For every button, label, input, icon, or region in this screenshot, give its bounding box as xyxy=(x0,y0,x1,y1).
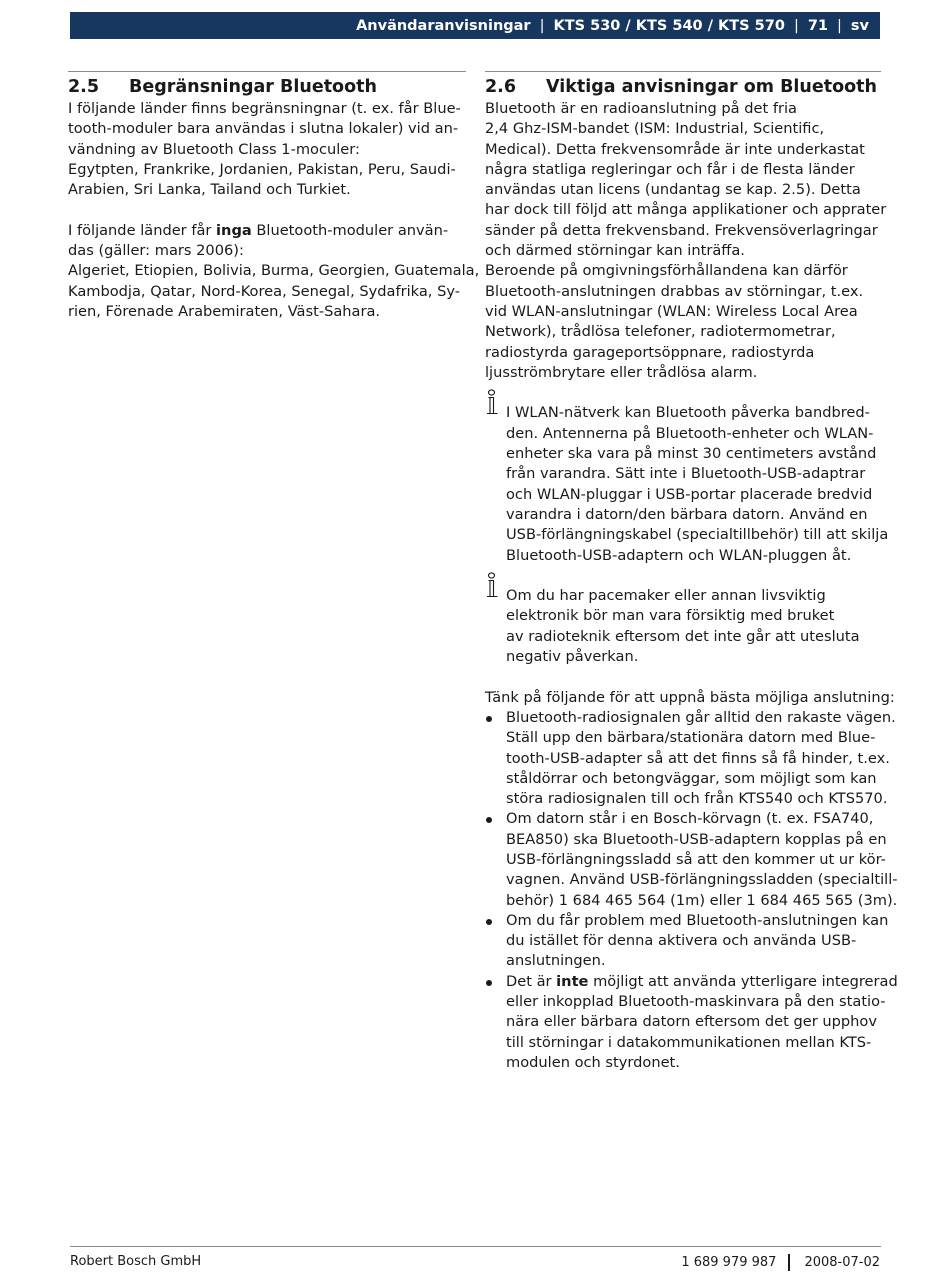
text-line: nära eller bärbara datorn eftersom det ger upphov xyxy=(506,1013,877,1031)
info-note xyxy=(485,403,889,565)
footer-date: 2008-07-02 xyxy=(804,1254,880,1270)
text-line: Beroende på omgivningsförhållandena kan därför xyxy=(485,262,848,280)
text-line: Bluetooth-radiosignalen går alltid den rakaste vägen. xyxy=(506,708,896,726)
text-line: av radioteknik eftersom det inte går att utesluta xyxy=(506,627,860,645)
text-line: BEA850) ska Bluetooth-USB-adaptern kopplas på en xyxy=(506,830,887,848)
section-heading xyxy=(68,75,466,99)
text-line: I WLAN-nätverk kan Bluetooth påverka bandbred- xyxy=(506,404,870,422)
emphasis: inte xyxy=(556,972,589,990)
paragraph xyxy=(485,688,895,708)
text-line: tooth-USB-adapter så att det finns så få hinder, t.ex. xyxy=(506,749,890,767)
list-item xyxy=(485,972,898,1073)
text-line: vid WLAN-anslutningar (WLAN: Wireless Local Area xyxy=(485,302,858,320)
header-separator: | xyxy=(793,17,799,34)
text-line xyxy=(68,221,466,241)
section-number: 2.5 xyxy=(68,77,100,97)
text-line: eller inkopplad Bluetooth-maskinvara på den statio- xyxy=(506,993,886,1011)
section-title: Viktiga anvisningar om Bluetooth xyxy=(546,77,877,97)
text-run: Bluetooth-moduler använ- xyxy=(251,221,449,239)
section-heading xyxy=(485,75,881,99)
text-line: Om du har pacemaker eller annan livsviktig xyxy=(506,587,826,605)
text-line: 2,4 Ghz-ISM-bandet (ISM: Industrial, Scientific, xyxy=(485,120,825,138)
header-product: KTS 530 / KTS 540 / KTS 570 xyxy=(553,17,785,34)
right-column xyxy=(485,71,898,1073)
footer-info xyxy=(681,1254,880,1271)
text-line: Medical). Detta frekvensområde är inte underkastat xyxy=(485,140,865,158)
info-note xyxy=(485,586,881,667)
text-line: Bluetooth-USB-adaptern och WLAN-pluggen åt. xyxy=(506,546,852,564)
text-line: från varandra. Sätt inte i Bluetooth-USB-adaptrar xyxy=(506,465,866,483)
section-rule xyxy=(68,71,466,72)
text-line: och därmed störningar kan inträffa. xyxy=(485,242,745,260)
text-line: Bluetooth-anslutningen drabbas av störningar, t.ex. xyxy=(485,282,864,300)
text-line: vändning av Bluetooth Class 1-moculer: xyxy=(68,140,360,158)
section-rule xyxy=(485,71,881,72)
text-line: enheter ska vara på minst 30 centimeters avstånd xyxy=(506,445,877,463)
text-run: möjligt att använda ytterligare integrerad xyxy=(588,972,898,990)
footer-company: Robert Bosch GmbH xyxy=(70,1254,202,1269)
text-line xyxy=(506,972,898,992)
info-icon xyxy=(485,389,499,417)
emphasis: inga xyxy=(216,221,252,239)
header-language: sv xyxy=(850,17,869,34)
header-separator: | xyxy=(539,17,545,34)
text-line: Ställ upp den bärbara/stationära datorn med Blue- xyxy=(506,729,876,747)
text-line: Network), trådlösa telefoner, radiotermometrar, xyxy=(485,323,836,341)
section-number: 2.6 xyxy=(485,77,517,97)
text-line: varandra i datorn/den bärbara datorn. Använd en xyxy=(506,505,868,523)
list-item xyxy=(485,809,898,910)
paragraph xyxy=(68,221,480,322)
text-line: behör) 1 684 465 564 (1m) eller 1 684 465 565 (3m). xyxy=(506,891,898,909)
info-icon xyxy=(485,572,499,600)
text-line: negativ påverkan. xyxy=(506,648,639,666)
text-line: några statliga regleringar och får i de flesta länder xyxy=(485,160,855,178)
text-line: Egytpten, Frankrike, Jordanien, Pakistan, Peru, Saudi- xyxy=(68,160,456,178)
list-item xyxy=(485,708,896,809)
bullet-list xyxy=(485,708,898,1073)
text-line: Algeriet, Etiopien, Bolivia, Burma, Georgien, Guatemala, xyxy=(68,262,480,280)
text-line: har dock till följd att många applikationer och apprater xyxy=(485,201,887,219)
text-run: I följande länder får xyxy=(68,221,217,239)
text-line: das (gäller: mars 2006): xyxy=(68,242,244,260)
text-line: USB-förlängningskabel (specialtillbehör) till att skilja xyxy=(506,526,889,544)
text-line: till störningar i datakommunikationen mellan KTS- xyxy=(506,1033,872,1051)
text-line: ljusströmbrytare eller trådlösa alarm. xyxy=(485,363,758,381)
text-line: Tänk på följande för att uppnå bästa möjliga anslutning: xyxy=(485,688,895,706)
footer-document-number: 1 689 979 987 xyxy=(681,1254,777,1270)
text-line: den. Antennerna på Bluetooth-enheter och WLAN- xyxy=(506,424,874,442)
text-line: sänder på detta frekvensband. Frekvensöverlagringar xyxy=(485,221,878,239)
text-line: radiostyrda garageportsöppnare, radiostyrda xyxy=(485,343,815,361)
list-item xyxy=(485,911,889,972)
text-line: anslutningen. xyxy=(506,952,606,970)
footer-divider xyxy=(788,1254,790,1271)
header-separator: | xyxy=(837,17,842,34)
text-line: Om du får problem med Bluetooth-anslutningen kan xyxy=(506,911,889,929)
text-line: och WLAN-pluggar i USB-portar placerade bredvid xyxy=(506,485,873,503)
text-line: tooth-moduler bara användas i slutna lokaler) vid an- xyxy=(68,120,459,138)
text-line: vagnen. Använd USB-förlängningssladden (specialtill- xyxy=(506,871,898,889)
text-line: I följande länder finns begränsningnar (t. ex. får Blue- xyxy=(68,100,461,117)
text-line: användas utan licens (undantag se kap. 2.5). Detta xyxy=(485,181,861,199)
left-column xyxy=(68,71,480,322)
text-line: Kambodja, Qatar, Nord-Korea, Senegal, Sydafrika, Sy- xyxy=(68,282,460,300)
text-line: ståldörrar och betongväggar, som möjligt som kan xyxy=(506,769,877,787)
text-line: du istället för denna aktivera och använda USB- xyxy=(506,932,857,950)
paragraph xyxy=(485,99,887,383)
text-line: Bluetooth är en radioanslutning på det fria xyxy=(485,100,797,117)
text-run: Det är xyxy=(506,972,557,990)
footer-rule xyxy=(70,1246,881,1247)
text-line: modulen och styrdonet. xyxy=(506,1053,680,1071)
text-line: Om datorn står i en Bosch-körvagn (t. ex. FSA740, xyxy=(506,810,874,828)
text-line: Arabien, Sri Lanka, Tailand och Turkiet. xyxy=(68,181,351,199)
header-page-number: 71 xyxy=(807,17,829,34)
paragraph xyxy=(68,99,466,200)
text-line: elektronik bör man vara försiktig med bruket xyxy=(506,607,835,625)
header-bar xyxy=(70,12,880,39)
header-section: Användaranvisningar xyxy=(356,17,531,34)
text-line: USB-förlängningssladd så att den kommer ut ur kör- xyxy=(506,850,886,868)
text-line: rien, Förenade Arabemiraten, Väst-Sahara. xyxy=(68,302,381,320)
text-line: störa radiosignalen till och från KTS540 och KTS570. xyxy=(506,790,888,808)
section-title: Begränsningar Bluetooth xyxy=(129,77,377,97)
